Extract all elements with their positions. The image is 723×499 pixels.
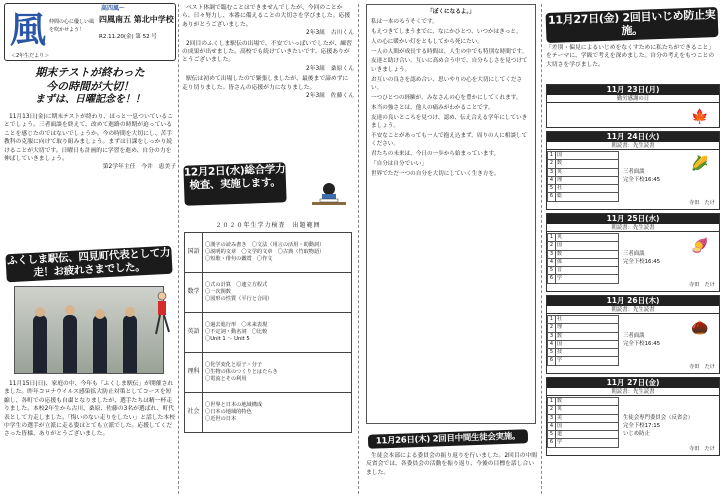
- headline-line-2: 今の時間が大切！: [46, 79, 134, 93]
- period-subject: 社: [556, 185, 619, 193]
- poem-line: 不安なことがあっても一人で抱え込まず、周りの人に相談してください。: [371, 133, 528, 148]
- period-subject: 国: [556, 242, 619, 250]
- period-subject: 数: [556, 332, 619, 340]
- period-subject: 国: [556, 340, 619, 348]
- poem-line: もえつきてしまうまでに、なにかひとつ、いつかはきっと。: [371, 28, 522, 35]
- period-row: [548, 340, 619, 348]
- poem-line: 人の心に暖かい灯をともしてから死にたい。: [371, 38, 483, 45]
- period-number: 3: [548, 168, 556, 176]
- period-number: 5: [548, 185, 556, 193]
- period-number: 1: [548, 234, 556, 242]
- exam-subject: 英語: [185, 313, 203, 353]
- article-exam-reflection: [4, 113, 176, 172]
- newsletter-subtitle: ＜2年生だより＞: [11, 53, 50, 59]
- comment-2: 2回目のふくしま駅伝の出場で、不安でいっぱいでしたが、練習の成果が出せました。高校でも続けていきたいです。応援ありがとうございました。 2年3組 桑原くん: [182, 40, 354, 72]
- article-signature: 第2学年主任 今井 恵美子: [102, 164, 176, 171]
- period-number: 3: [548, 250, 556, 258]
- period-subject: 学: [556, 275, 619, 283]
- runner-comments: [182, 4, 354, 102]
- period-number: 6: [548, 357, 556, 365]
- section-banner-exam: 12月2日(水)総合学力検査、実施します。: [183, 162, 286, 206]
- period-subject: 社: [556, 316, 619, 324]
- period-subject: 英: [556, 406, 619, 414]
- ekiden-team-photo: [14, 286, 164, 374]
- period-subject: 技: [556, 349, 619, 357]
- headline-line-1: 期末テストが終わった: [35, 66, 145, 79]
- studying-student-icon: [310, 180, 348, 212]
- period-number: 1: [548, 152, 556, 160]
- exam-items: 〇式の計算 〇連立方程式 〇一次関数 〇図形の性質（平行と合同）: [203, 273, 352, 313]
- day-schedule: [546, 131, 720, 210]
- column-divider: [358, 4, 359, 494]
- period-subject: 美: [556, 414, 619, 422]
- poem-lines: [371, 18, 531, 179]
- period-number: 2: [548, 160, 556, 168]
- newsletter-logo: 風: [9, 9, 46, 51]
- day-title: 勤労感謝の日: [547, 95, 719, 103]
- section-banner-student-council: 11月26日(木) 2回目中間生徒会実施。: [368, 429, 528, 449]
- day-schedule: [546, 377, 720, 456]
- article-body: 11月13日(金)に期末テストが終わり、ほっと一息ついていることでしょう。三者面談を終えて、改めて進路の時期が迫っていることを感じたのではないでしょうか。今の時間を大切にし、苦手教科の克服に向けて取り組みましょう。まずは日課をしっかり続けることが大切です。日曜日も計画的に学習を進め、自分の力を伸ばしていきましょう。: [4, 114, 173, 162]
- period-subject: 国: [556, 422, 619, 430]
- period-row: [548, 275, 619, 283]
- day-note: 三者面談 完全下校16:45: [623, 333, 661, 348]
- day-note: 三者面談 完全下校16:45: [623, 169, 661, 184]
- poem-line: 私は一本のろうそくです。: [371, 18, 438, 25]
- period-subject: 理: [556, 324, 619, 332]
- exam-subject: 社会: [185, 393, 203, 433]
- period-subject: 道: [556, 431, 619, 439]
- period-row: [548, 193, 619, 201]
- poem-line: 世界でただ一つの自分を大切にしていく生き方を。: [371, 171, 500, 178]
- period-row: [548, 414, 619, 422]
- seasonal-illustration-icon: 🍠: [691, 238, 709, 254]
- poem-line: 一つひとつの経験が、みなさんの心を豊かにしてくれます。: [371, 95, 522, 102]
- section-banner-anti-bullying: 11月27日(金) 2回目いじめ防止実施。: [546, 7, 719, 43]
- comment-3: 駅伝は初めて出場したので緊張しましたが、最後まで諦めずに走り切りました。皆さんの応援が力になりました。 2年3組 佐藤くん: [182, 76, 354, 99]
- poem-line: 一人の人間が成長する時間は、人生の中でも特別な時間です。: [371, 48, 528, 55]
- period-row: [548, 316, 619, 324]
- period-number: 6: [548, 193, 556, 201]
- poem-line: 友達と助け合い、互いに高め合う中で、自分らしさを見つけていきましょう。: [371, 58, 528, 73]
- period-row: [548, 422, 619, 430]
- seasonal-illustration-icon: 🍁: [691, 109, 709, 125]
- day-schedule: [546, 213, 720, 292]
- period-row: [548, 398, 619, 406]
- period-number: 5: [548, 349, 556, 357]
- period-subject: 学: [556, 439, 619, 447]
- period-table: [547, 315, 619, 366]
- period-row: [548, 242, 619, 250]
- exam-items: 〇漢字の読み書き 〇文法（用言の活用・助動詞） 〇説明的文章 〇文学的文章 〇古典（竹取物語） 〇短歌・俳句の鑑賞 〇作文: [203, 233, 352, 273]
- period-number: 2: [548, 324, 556, 332]
- day-title: 朝読書：先生読書: [547, 224, 719, 232]
- period-subject: 体: [556, 258, 619, 266]
- period-row: [548, 431, 619, 439]
- day-title: 朝読書：先生読書: [547, 306, 719, 314]
- period-number: 5: [548, 431, 556, 439]
- column-2: [180, 0, 355, 499]
- motto: 仲間の心に優しい風を吹かせよう！: [49, 19, 95, 33]
- exam-row: [185, 313, 352, 353]
- period-number: 1: [548, 316, 556, 324]
- period-number: 3: [548, 414, 556, 422]
- weekly-schedule: [546, 84, 720, 459]
- exam-items: 〇過去進行形 〇未来表現 〇不定詞・動名詞 〇比較 〇Unit 1 ～ Unit 5: [203, 313, 352, 353]
- seasonal-illustration-icon: 🌰: [691, 320, 709, 336]
- poem-line: 友達の良いところを見つけ、認め、伝え合える学年にしていきましょう。: [371, 114, 528, 130]
- school-name: 四風南五 第北中学校: [99, 15, 174, 24]
- article-ekiden: 11月15日(日)、家庭の中、今年も「ふくしま駅伝」が開催されました。昨年コロナウイルス感染拡大防止対策としてコースを短縮し、各町での応援も自粛となりましたが、選手たちは精一杯走りました。本校2年生から古川、桑原、佐藤の3名が選ばれ、町代表として力走しました。「悔いのない走りをしたい」と話した本校中学生の選手が立派に走る姿はとても立派でした。応援してくださった皆様、ありがとうございました。: [4, 381, 176, 438]
- headline: [6, 66, 174, 106]
- day-signature: 寺田 たけ: [689, 282, 715, 289]
- period-table: [547, 151, 619, 202]
- period-number: 4: [548, 258, 556, 266]
- day-note: 三者面談 完全下校16:45: [623, 251, 661, 266]
- period-row: [548, 349, 619, 357]
- exam-scope-table: [184, 232, 352, 433]
- masthead: [4, 3, 176, 61]
- grade-label: 高四風～: [101, 5, 126, 12]
- day-title: 朝読書：先生読書: [547, 388, 719, 396]
- period-table: [547, 233, 619, 284]
- period-subject: 英: [556, 168, 619, 176]
- poem-line: お互いの良さを認め合い、思いやりの心を大切にしてください。: [371, 76, 523, 92]
- poem-title: 「ぼくになるよ。」: [427, 9, 475, 15]
- day-signature: 寺田 たけ: [689, 200, 715, 207]
- day-signature: 寺田 たけ: [689, 446, 715, 453]
- exam-items: 〇化学変化と原子・分子 〇生物の体のつくりとはたらき 〇電流とその利用: [203, 353, 352, 393]
- headline-line-3: まずは、日曜記念を！！: [35, 93, 145, 105]
- period-number: 4: [548, 340, 556, 348]
- seasonal-illustration-icon: 🌽: [691, 156, 709, 172]
- exam-subject: 数学: [185, 273, 203, 313]
- period-row: [548, 176, 619, 184]
- article-student-council: 生徒会本部による委員会の振り返りを行いました。2回目の中間反省会では、各委員会の活動を振り返り、今後の目標を話し合いました。: [366, 453, 538, 476]
- period-row: [548, 160, 619, 168]
- period-row: [548, 258, 619, 266]
- column-4: [542, 0, 723, 499]
- day-header: 11月 27日(金): [547, 378, 719, 388]
- day-schedule: [546, 295, 720, 374]
- section-banner-ekiden: ふくしま駅伝、四見町代表として力走！お疲れさまでした。: [5, 246, 172, 283]
- period-row: [548, 332, 619, 340]
- period-row: [548, 267, 619, 275]
- period-row: [548, 406, 619, 414]
- period-subject: 音: [556, 267, 619, 275]
- day-header: 11月 26日(木): [547, 296, 719, 306]
- period-number: 2: [548, 406, 556, 414]
- period-row: [548, 250, 619, 258]
- period-subject: 数: [556, 160, 619, 168]
- issue-meta: R2.11.20(金) 第 52 号: [99, 34, 157, 40]
- period-number: 6: [548, 275, 556, 283]
- column-divider: [178, 4, 179, 494]
- period-row: [548, 234, 619, 242]
- day-title: 朝読書：先生読書: [547, 142, 719, 150]
- exam-subject: 国語: [185, 233, 203, 273]
- period-number: 2: [548, 242, 556, 250]
- poem-line: 「自分は自分でいい」: [371, 161, 427, 168]
- period-table: [547, 397, 619, 448]
- period-row: [548, 439, 619, 447]
- period-subject: 国: [556, 152, 619, 160]
- period-subject: 数: [556, 250, 619, 258]
- period-subject: 学: [556, 357, 619, 365]
- anti-bullying-lead: 「差別・偏見によるいじめをなくすために私たちができること」をテーマに、学級で考えを深めました。自分の考えをもつことの大切さを学びました。: [546, 45, 715, 68]
- day-signature: 寺田 たけ: [689, 364, 715, 371]
- period-subject: 数: [556, 398, 619, 406]
- exam-scope-title: ２０２０年生学力検査 出題範囲: [215, 222, 321, 229]
- period-number: 3: [548, 332, 556, 340]
- period-row: [548, 357, 619, 365]
- exam-row: [185, 233, 352, 273]
- column-3: [362, 0, 540, 499]
- period-number: 5: [548, 267, 556, 275]
- period-number: 1: [548, 398, 556, 406]
- comment-1: ベスト体調で臨むことはできませんでしたが、今回のことから、日々努力し、本番に備えることの大切さを学びました。応援ありがとうございました。 2年3組 古川くん: [182, 5, 354, 37]
- period-row: [548, 324, 619, 332]
- period-row: [548, 185, 619, 193]
- period-row: [548, 152, 619, 160]
- period-subject: 英: [556, 234, 619, 242]
- exam-row: [185, 393, 352, 433]
- day-header: 11月 25日(水): [547, 214, 719, 224]
- day-header: 11月 23日(月): [547, 85, 719, 95]
- period-subject: 理: [556, 176, 619, 184]
- day-note: 生徒会専門委員会（反省会） 完全下校17:15 いじめ防止: [623, 415, 694, 438]
- poem-line: 本当の強さとは、他人の痛みがわかることです。: [371, 104, 494, 111]
- exam-row: [185, 273, 352, 313]
- period-number: 6: [548, 439, 556, 447]
- column-1: [0, 0, 178, 499]
- day-schedule: [546, 84, 720, 128]
- day-header: 11月 24日(火): [547, 132, 719, 142]
- exam-row: [185, 353, 352, 393]
- poem-line: 君たちの未来は、今日の一歩から始まっています。: [371, 151, 500, 158]
- exam-subject: 理科: [185, 353, 203, 393]
- poem-box: [366, 4, 536, 424]
- period-number: 4: [548, 422, 556, 430]
- period-subject: 総: [556, 193, 619, 201]
- exam-items: 〇世界と日本の地域構成 〇日本の地域的特色 〇近世の日本: [203, 393, 352, 433]
- period-row: [548, 168, 619, 176]
- period-number: 4: [548, 176, 556, 184]
- runner-icon: [152, 290, 172, 342]
